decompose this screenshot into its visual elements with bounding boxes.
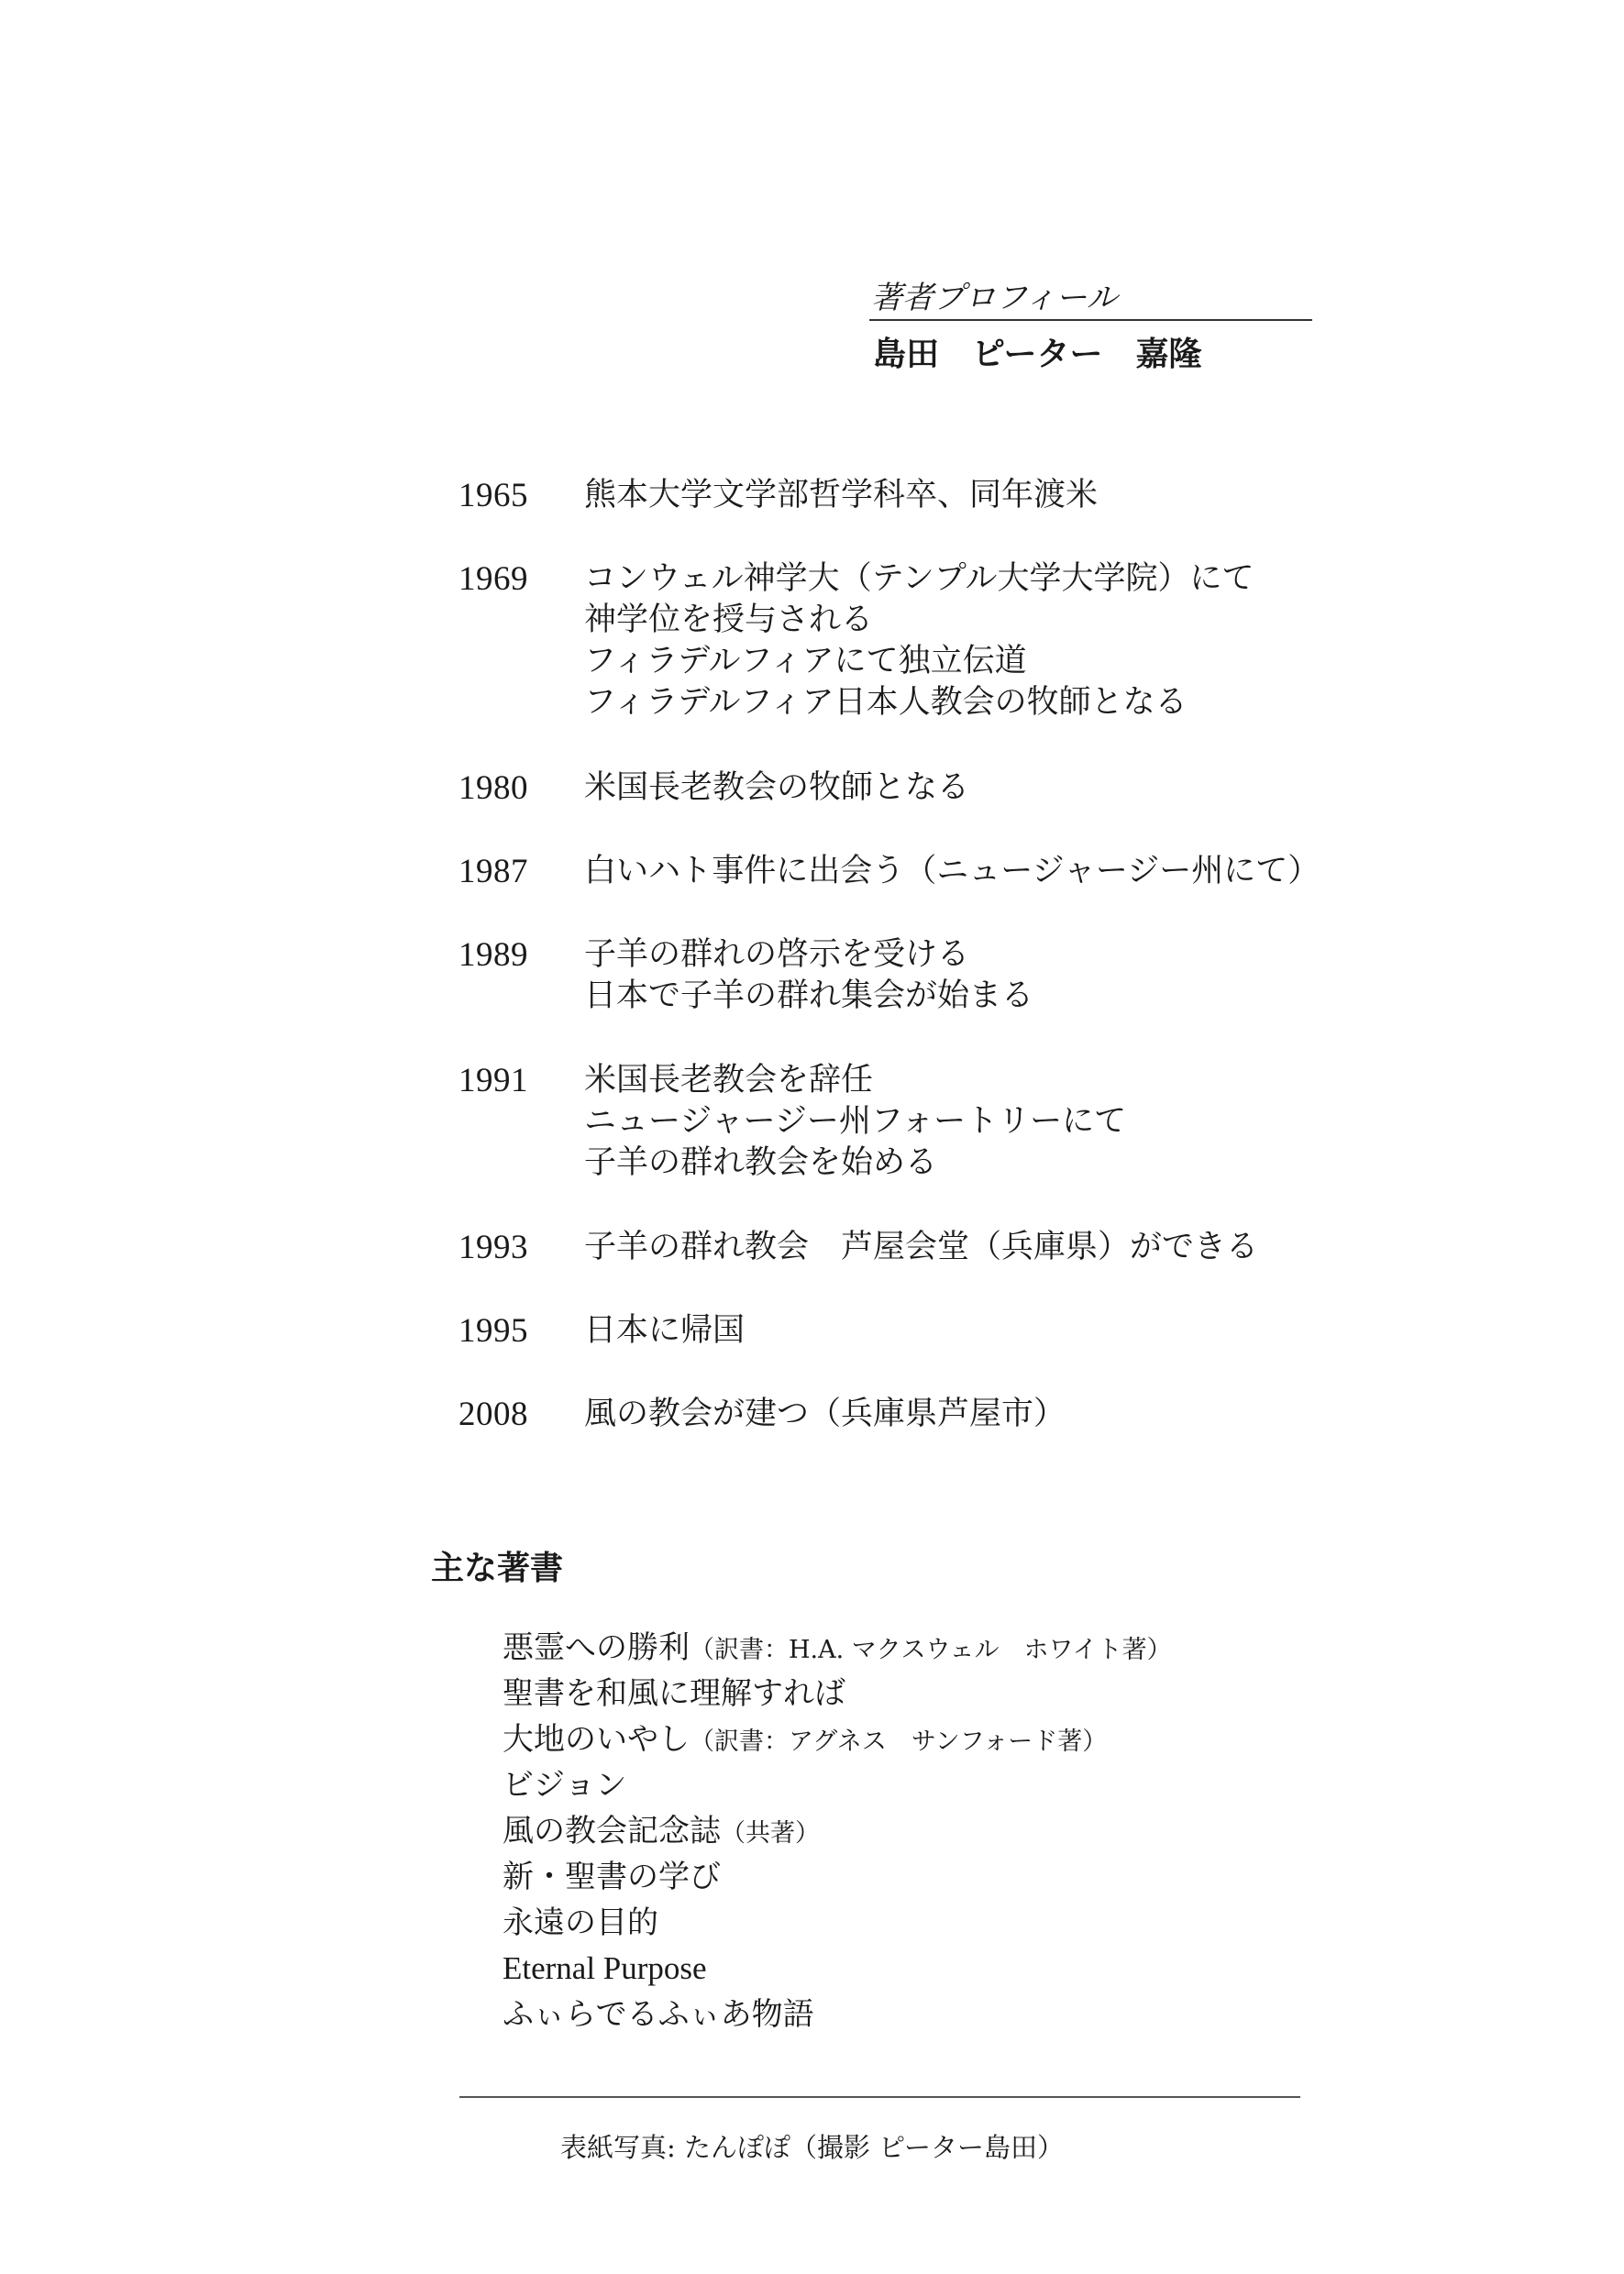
timeline-year: 1987 [458, 853, 528, 890]
timeline-line: 白いハト事件に出会う（ニュージャージー州にて） [584, 853, 1320, 889]
timeline-year: 1991 [458, 1062, 528, 1099]
timeline-line: フィラデルフィア日本人教会の牧師となる [584, 684, 1188, 721]
work-item [503, 1717, 1172, 1762]
timeline-line: 米国長老教会の牧師となる [584, 769, 970, 806]
author-name: 島田 ピーター 嘉隆 [873, 335, 1202, 373]
timeline-line: 日本で子羊の群れ集会が始まる [584, 977, 1034, 1014]
timeline-year: 1965 [458, 477, 528, 514]
cover-photo-caption: 表紙写真: たんぽぽ（撮影 ピーター島田） [559, 2132, 1065, 2163]
timeline-lines [584, 767, 1375, 809]
timeline-line: 熊本大学文学部哲学科卒、同年渡米 [584, 477, 1099, 513]
timeline-entry [458, 475, 1375, 558]
timeline [458, 475, 1375, 1477]
timeline-line: 神学位を授与される [584, 602, 874, 638]
timeline-entry [458, 1310, 1375, 1394]
work-title: ビジョン [503, 1767, 627, 1804]
work-title: 永遠の目的 [503, 1904, 658, 1941]
work-item [503, 1854, 1172, 1900]
timeline-entry [458, 767, 1375, 851]
profile-heading-text: 著者プロフィール [871, 280, 1118, 316]
timeline-lines [584, 1227, 1375, 1268]
timeline-year: 1989 [458, 936, 528, 974]
timeline-year: 2008 [458, 1396, 528, 1433]
work-title: 新・聖書の学び [503, 1859, 721, 1895]
timeline-lines [584, 934, 1375, 1017]
bottom-divider [459, 2096, 1300, 2098]
timeline-lines [584, 851, 1375, 892]
work-note: （訳書：H.A. マクスウェル ホワイト著） [690, 1636, 1172, 1664]
timeline-entry [458, 1060, 1375, 1227]
work-item [503, 1992, 1172, 2037]
work-item [503, 1946, 1172, 1992]
work-item [503, 1671, 1172, 1717]
timeline-entry [458, 851, 1375, 934]
timeline-line: 子羊の群れ教会を始める [584, 1144, 938, 1181]
timeline-line: 子羊の群れ教会 芦屋会堂（兵庫県）ができる [584, 1229, 1259, 1265]
work-item [503, 1762, 1172, 1808]
timeline-lines [584, 1310, 1375, 1352]
timeline-line: コンウェル神学大（テンプル大学大学院）にて [584, 560, 1254, 597]
timeline-line: 子羊の群れの啓示を受ける [584, 936, 970, 973]
work-item [503, 1625, 1172, 1671]
works-list [503, 1625, 1172, 2037]
work-title: Eternal Purpose [503, 1950, 707, 1986]
timeline-line: ニュージャージー州フォートリーにて [584, 1103, 1127, 1140]
timeline-line: フィラデルフィアにて独立伝道 [584, 643, 1027, 679]
work-title: 風の教会記念誌 [503, 1813, 721, 1849]
timeline-entry [458, 558, 1375, 767]
work-note: （共著） [721, 1819, 820, 1848]
work-note: （訳書：アグネス サンフォード著） [690, 1728, 1108, 1756]
works-title: 主な著書 [431, 1549, 564, 1587]
timeline-lines [584, 558, 1375, 723]
work-title: ふぃらでるふぃあ物語 [503, 1996, 814, 2033]
timeline-lines [584, 475, 1375, 516]
timeline-entry [458, 1227, 1375, 1310]
work-item [503, 1808, 1172, 1854]
timeline-line: 風の教会が建つ（兵庫県芦屋市） [584, 1396, 1066, 1432]
work-item [503, 1900, 1172, 1946]
timeline-year: 1995 [458, 1312, 528, 1350]
work-title: 大地のいやし [503, 1721, 690, 1758]
profile-heading [869, 277, 1312, 321]
timeline-lines [584, 1394, 1375, 1435]
timeline-year: 1969 [458, 560, 528, 598]
timeline-year: 1993 [458, 1229, 528, 1266]
work-title: 悪霊への勝利 [503, 1629, 690, 1666]
timeline-lines [584, 1060, 1375, 1184]
timeline-line: 日本に帰国 [584, 1312, 746, 1349]
timeline-line: 米国長老教会を辞任 [584, 1062, 874, 1098]
timeline-entry [458, 1394, 1375, 1477]
work-title: 聖書を和風に理解すれば [503, 1675, 845, 1712]
timeline-year: 1980 [458, 769, 528, 807]
timeline-entry [458, 934, 1375, 1060]
